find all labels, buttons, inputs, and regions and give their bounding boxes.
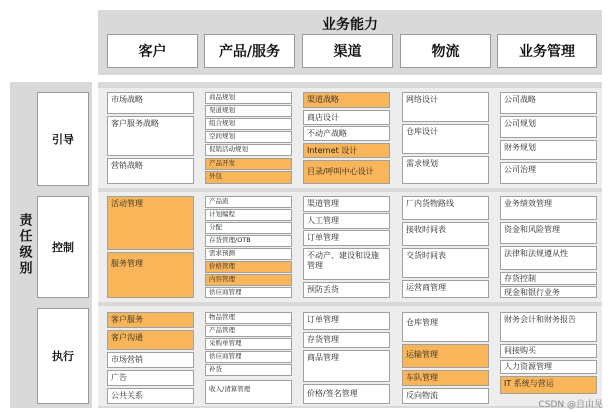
cell-item-management: 物品管理: [205, 312, 292, 324]
column-header-product-service: 产品/服务: [204, 34, 295, 68]
cell-public-relations: 公共关系: [107, 388, 194, 404]
cell-network-design: 网络设计: [402, 92, 489, 122]
cell-labor-management: 人工管理: [303, 213, 390, 229]
column-header-channel: 渠道: [302, 34, 393, 68]
cell-it-systems-operations: IT 系统与营运: [500, 376, 597, 394]
cell-cash-banking: 现金和银行业务: [500, 286, 597, 298]
row-header-control: 控制: [37, 196, 89, 298]
cell-reverse-logistics: 反向物流: [402, 388, 489, 404]
cell-marketing: 市场营销: [107, 352, 194, 368]
cell-assortment-planning: 组合规划: [205, 118, 292, 130]
cell-receiving-schedule: 接收时间表: [402, 222, 489, 246]
cell-service-management: 服务管理: [107, 252, 194, 298]
watermark: CSDN @自由晃: [538, 400, 603, 410]
cell-order-management-execute: 订单管理: [303, 312, 390, 330]
cell-price-signage-management: 价格/签名管理: [303, 384, 390, 404]
cell-allocation: 分配: [205, 222, 292, 234]
cell-financial-accounting-reporting: 财务会计和财务报告: [500, 312, 597, 342]
cell-inventory-otb: 存货管理/OTB: [205, 235, 292, 247]
column-header-business-management: 业务管理: [497, 34, 597, 68]
cell-indirect-purchasing: 间接购买: [500, 344, 597, 358]
cell-advertising: 广告: [107, 370, 194, 386]
cell-promotion-planning: 促销活动规划: [205, 144, 292, 156]
cell-inventory-management-execute: 存货管理: [303, 332, 390, 348]
cell-replenishment: 补货: [205, 364, 292, 376]
cell-product-flow: 产品流: [205, 196, 292, 208]
cell-carrier-management: 运营商管理: [402, 280, 489, 298]
cell-market-strategy: 市场战略: [107, 92, 194, 114]
cell-customer-service-strategy: 客户服务战略: [107, 116, 194, 156]
cell-price-management: 价格管理: [205, 261, 292, 273]
responsibility-level-title: 责任级别: [16, 213, 32, 277]
cell-treasury-risk: 资金和风险管理: [500, 222, 597, 244]
cell-channel-planning: 渠道规划: [205, 105, 292, 117]
cell-campaign-management: 活动管理: [107, 196, 194, 250]
cell-product-development: 产品开发: [205, 158, 292, 170]
cell-demand-forecast: 需求预测: [205, 248, 292, 260]
cell-corporate-governance: 公司治理: [500, 162, 597, 184]
cell-financial-planning: 财务规划: [500, 140, 597, 160]
cell-store-design: 商店设计: [303, 110, 390, 125]
cell-customer-communication: 客户沟通: [107, 330, 194, 350]
cell-merchandise-planning: 商品规划: [205, 92, 292, 104]
cell-order-management-control: 订单管理: [303, 230, 390, 246]
cell-customer-service: 客户服务: [107, 312, 194, 328]
cell-content-management: 内容管理: [205, 274, 292, 286]
cell-loss-prevention: 预防丢货: [303, 282, 390, 298]
cell-plan-programming: 计划编程: [205, 209, 292, 221]
column-header-logistics: 物流: [400, 34, 491, 68]
cell-channel-strategy: 渠道战略: [303, 92, 390, 108]
cell-human-resources: 人力资源管理: [500, 360, 597, 374]
cell-warehouse-design: 仓库设计: [402, 124, 489, 154]
cell-internet-design: Internet 设计: [303, 143, 390, 158]
cell-real-estate-strategy: 不动产战略: [303, 126, 390, 141]
row-header-guide: 引导: [37, 92, 89, 186]
cell-delivery-schedule: 交货时间表: [402, 248, 489, 278]
cell-demand-planning: 需求规划: [402, 156, 489, 184]
cell-corporate-planning: 公司规划: [500, 116, 597, 138]
cell-merchandise-management: 商品管理: [303, 350, 390, 382]
cell-supplier-management-control: 供应商管理: [205, 287, 292, 298]
cell-marketing-strategy: 营销战略: [107, 158, 194, 184]
business-capability-title: 业务能力: [322, 17, 378, 33]
row-header-execute: 执行: [37, 308, 89, 404]
cell-inbound-routing: 厂内货物路线: [402, 196, 489, 220]
cell-real-estate-facilities: 不动产、建设和设施管理: [303, 248, 390, 280]
cell-channel-management: 渠道管理: [303, 196, 390, 212]
cell-fleet-management: 车队管理: [402, 370, 489, 386]
cell-legal-compliance: 法律和法规遵从性: [500, 246, 597, 270]
column-header-customer: 客户: [107, 34, 198, 68]
cell-purchase-order-management: 采购单管理: [205, 338, 292, 350]
cell-supplier-management-execute: 供应商管理: [205, 351, 292, 363]
cell-catalog-callcenter-design: 目录/呼叫中心设计: [303, 160, 390, 184]
cell-corporate-strategy: 公司战略: [500, 92, 597, 114]
cell-transportation-management: 运输管理: [402, 344, 489, 368]
cell-inventory-control: 存货控制: [500, 272, 597, 285]
cell-space-planning: 空间规划: [205, 131, 292, 143]
cell-product-management: 产品管理: [205, 325, 292, 337]
cell-business-performance: 业务绩效管理: [500, 196, 597, 220]
cell-outsourcing: 外包: [205, 171, 292, 184]
cell-warehouse-management: 仓库管理: [402, 312, 489, 342]
cell-revenue-settlement: 收入/清算管理: [205, 380, 292, 404]
